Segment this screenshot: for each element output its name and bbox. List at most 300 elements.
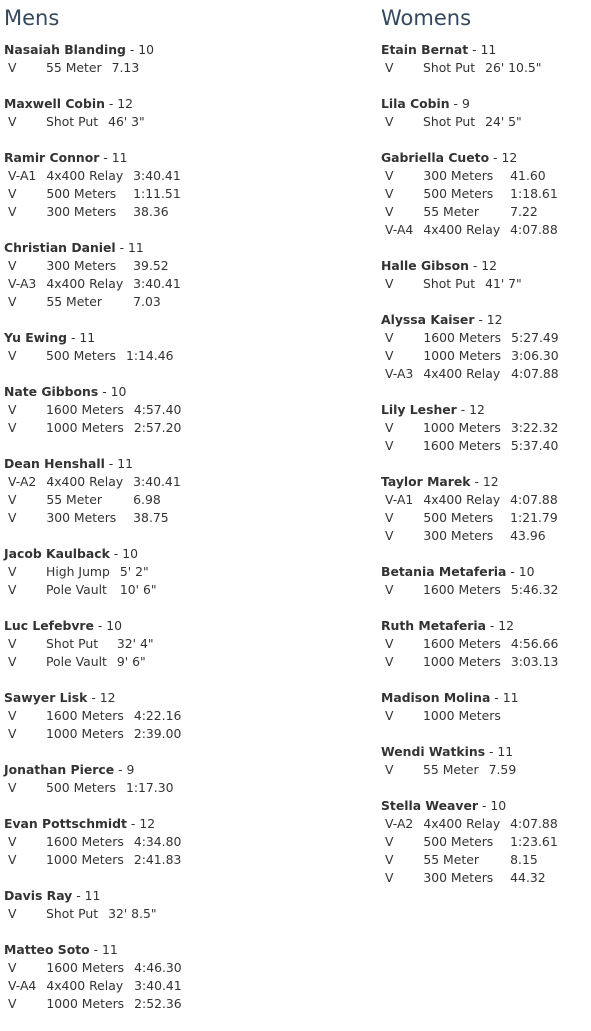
event-level: V <box>385 348 394 363</box>
event-mark: 2:39.00 <box>133 726 182 741</box>
event-mark: 32' 8.5" <box>108 906 157 921</box>
athlete-entry <box>381 257 589 293</box>
athlete-entry <box>4 941 374 1013</box>
athlete-entry <box>4 815 374 869</box>
womens-athlete-list <box>381 41 589 887</box>
event-row <box>4 203 186 221</box>
athlete-grade: - 10 <box>478 798 507 813</box>
event-row <box>4 509 186 527</box>
event-table <box>381 635 563 671</box>
athlete-entry <box>381 689 589 725</box>
event-row <box>381 275 527 293</box>
event-level: V <box>8 726 17 741</box>
event-row <box>4 491 186 509</box>
event-table <box>381 419 563 455</box>
event-row <box>381 491 563 509</box>
event-mark: 2:52.36 <box>134 996 182 1011</box>
event-mark: 10' 6" <box>119 582 157 597</box>
event-level: V <box>8 60 17 75</box>
event-row <box>381 221 563 239</box>
event-mark: 3:40.41 <box>133 276 181 291</box>
event-mark: 1:17.30 <box>125 780 174 795</box>
event-row <box>4 635 159 653</box>
event-level: V <box>385 870 394 885</box>
athlete-grade: - 12 <box>104 96 134 111</box>
event-level: V <box>385 438 394 453</box>
event-mark: 44.32 <box>510 870 546 885</box>
event-level: V <box>385 636 394 651</box>
event-mark: 1:14.46 <box>125 348 174 363</box>
athlete-grade: - 12 <box>485 618 515 633</box>
event-name: 300 Meters <box>46 258 117 273</box>
event-table <box>381 707 516 725</box>
event-level: V <box>385 186 394 201</box>
athlete-header <box>4 815 374 833</box>
athlete-name: Matteo Soto <box>4 942 90 957</box>
event-mark: 24' 5" <box>485 114 522 129</box>
event-name: 1600 Meters <box>46 402 124 417</box>
event-level: V <box>385 204 394 219</box>
event-level: V <box>385 582 394 597</box>
event-name: 1600 Meters <box>46 834 124 849</box>
event-mark: 3:03.13 <box>510 654 559 669</box>
athlete-header <box>4 329 374 347</box>
event-row <box>381 203 563 221</box>
event-name: 500 Meters <box>423 186 494 201</box>
event-name: High Jump <box>46 564 110 579</box>
event-table <box>381 275 527 293</box>
athlete-entry <box>381 563 589 599</box>
event-mark: 4:07.88 <box>510 222 558 237</box>
event-table <box>4 635 159 671</box>
event-row <box>4 959 187 977</box>
event-level: V <box>8 186 17 201</box>
event-name: 1600 Meters <box>423 330 502 345</box>
event-level: V <box>385 852 394 867</box>
event-mark: 32' 4" <box>116 636 154 651</box>
athlete-grade: - 12 <box>468 258 498 273</box>
athlete-header <box>381 797 589 815</box>
athlete-name: Gabriella Cueto <box>381 150 490 165</box>
event-level: V <box>385 654 394 669</box>
athlete-header <box>4 941 374 959</box>
athlete-entry <box>4 149 374 221</box>
athlete-grade: - 12 <box>87 690 116 705</box>
athlete-entry <box>381 743 589 779</box>
event-level: V <box>385 834 394 849</box>
event-row <box>4 275 186 293</box>
event-level: V-A1 <box>8 168 37 183</box>
event-row <box>4 419 186 437</box>
event-mark <box>506 707 516 725</box>
event-mark: 3:22.32 <box>510 420 559 435</box>
mens-athlete-list <box>4 41 374 1013</box>
athlete-entry <box>4 455 374 527</box>
event-mark: 8.15 <box>510 852 538 867</box>
event-mark: 3:40.41 <box>133 474 181 489</box>
athlete-grade: - 12 <box>456 402 485 417</box>
event-row <box>4 59 144 77</box>
event-mark: 7.03 <box>133 294 161 309</box>
event-row <box>4 563 162 581</box>
event-mark: 4:07.88 <box>511 366 559 381</box>
event-level: V <box>8 348 17 363</box>
event-mark: 1:23.61 <box>510 834 558 849</box>
event-mark: 38.36 <box>133 204 169 219</box>
event-name: 500 Meters <box>423 510 494 525</box>
event-level: V <box>385 708 394 723</box>
event-table <box>381 329 564 383</box>
athlete-entry <box>381 617 589 671</box>
event-mark: 4:57.40 <box>133 402 182 417</box>
athlete-name: Stella Weaver <box>381 798 479 813</box>
athlete-entry <box>4 41 374 77</box>
event-name: 4x400 Relay <box>46 276 124 291</box>
event-level: V <box>385 528 394 543</box>
athlete-header <box>381 311 589 329</box>
event-row <box>381 761 521 779</box>
event-row <box>4 185 186 203</box>
event-level: V <box>8 402 17 417</box>
athlete-grade: - 11 <box>99 150 128 165</box>
athlete-name: Sawyer Lisk <box>4 690 88 705</box>
event-name: Shot Put <box>423 60 476 75</box>
event-level: V <box>8 834 17 849</box>
event-level: V <box>8 492 17 507</box>
event-mark: 38.75 <box>133 510 169 525</box>
event-mark: 4:46.30 <box>134 960 182 975</box>
event-name: 4x400 Relay <box>423 222 501 237</box>
event-table <box>4 779 178 797</box>
athlete-grade: - 12 <box>126 816 156 831</box>
event-name: 4x400 Relay <box>423 492 501 507</box>
event-level: V <box>8 906 17 921</box>
event-name: 1000 Meters <box>423 654 501 669</box>
athlete-header <box>4 545 374 563</box>
event-level: V <box>8 582 17 597</box>
athlete-grade: - 10 <box>98 384 127 399</box>
event-mark: 7.22 <box>510 204 538 219</box>
womens-title: Womens <box>381 6 472 30</box>
event-row <box>381 347 564 365</box>
event-mark: 1:11.51 <box>133 186 181 201</box>
athlete-entry <box>381 311 589 383</box>
event-level: V <box>385 276 394 291</box>
athlete-grade: - 10 <box>93 618 123 633</box>
athlete-grade: - 11 <box>72 888 101 903</box>
athlete-name: Evan Pottschmidt <box>4 816 127 831</box>
event-name: 300 Meters <box>423 528 494 543</box>
event-level: V <box>8 708 17 723</box>
event-mark: 5:27.49 <box>511 330 559 345</box>
athlete-name: Dean Henshall <box>4 456 105 471</box>
event-name: 55 Meter <box>46 492 102 507</box>
event-mark: 4:07.88 <box>510 816 558 831</box>
event-name: 55 Meter <box>423 762 479 777</box>
athlete-header <box>4 239 374 257</box>
event-row <box>4 995 187 1013</box>
athlete-entry <box>4 95 374 131</box>
event-level: V <box>8 960 17 975</box>
event-name: Shot Put <box>46 114 99 129</box>
athlete-grade: - 12 <box>474 312 503 327</box>
athlete-header <box>381 149 589 167</box>
athlete-entry <box>4 545 374 599</box>
mens-column <box>4 5 374 1031</box>
event-table <box>4 401 186 437</box>
athlete-grade: - 10 <box>125 42 155 57</box>
womens-column <box>381 5 589 905</box>
event-table <box>4 905 162 923</box>
athlete-header <box>4 887 374 905</box>
event-row <box>4 725 186 743</box>
event-row <box>381 113 527 131</box>
event-row <box>4 779 178 797</box>
athlete-name: Jacob Kaulback <box>4 546 110 561</box>
athlete-entry <box>381 41 589 77</box>
event-mark: 4:07.88 <box>510 492 558 507</box>
event-mark: 3:06.30 <box>511 348 559 363</box>
event-level: V <box>8 204 17 219</box>
event-mark: 39.52 <box>133 258 169 273</box>
athlete-header <box>381 563 589 581</box>
event-mark: 2:57.20 <box>133 420 182 435</box>
athlete-grade: - 10 <box>109 546 138 561</box>
event-row <box>4 401 186 419</box>
event-table <box>381 491 563 545</box>
athlete-grade: - 9 <box>114 762 135 777</box>
event-row <box>4 257 186 275</box>
event-level: V <box>8 294 17 309</box>
event-name: 1000 Meters <box>423 348 502 363</box>
athlete-header <box>381 257 589 275</box>
athlete-name: Lila Cobin <box>381 96 450 111</box>
event-mark: 4:22.16 <box>133 708 182 723</box>
event-level: V <box>385 510 394 525</box>
event-level: V <box>385 762 394 777</box>
athlete-header <box>381 41 589 59</box>
event-name: 300 Meters <box>423 168 494 183</box>
athlete-grade: - 11 <box>104 456 133 471</box>
event-name: 1000 Meters <box>46 726 124 741</box>
event-name: 1600 Meters <box>423 438 501 453</box>
event-table <box>4 707 186 743</box>
event-level: V-A3 <box>8 276 37 291</box>
event-row <box>4 113 150 131</box>
event-level: V <box>385 168 394 183</box>
athlete-name: Wendi Watkins <box>381 744 486 759</box>
event-row <box>4 167 186 185</box>
event-level: V <box>8 636 17 651</box>
event-row <box>4 473 186 491</box>
event-row <box>4 347 178 365</box>
athlete-grade: - 9 <box>449 96 470 111</box>
event-level: V <box>8 258 17 273</box>
event-level: V-A4 <box>8 978 37 993</box>
athlete-entry <box>4 383 374 437</box>
event-name: 4x400 Relay <box>46 474 124 489</box>
event-name: 4x400 Relay <box>46 168 124 183</box>
event-row <box>381 851 563 869</box>
event-mark: 41.60 <box>510 168 546 183</box>
event-name: 300 Meters <box>46 204 117 219</box>
event-row <box>381 329 564 347</box>
event-name: Pole Vault <box>46 582 107 597</box>
athlete-name: Lily Lesher <box>381 402 457 417</box>
event-table <box>4 833 186 869</box>
event-level: V <box>385 60 394 75</box>
event-mark: 9' 6" <box>116 654 146 669</box>
event-table <box>4 347 178 365</box>
event-mark: 3:40.41 <box>134 978 182 993</box>
event-level: V <box>8 654 17 669</box>
event-name: 1000 Meters <box>46 420 124 435</box>
event-level: V-A3 <box>385 366 414 381</box>
event-table <box>381 59 546 77</box>
athlete-name: Nasaiah Blanding <box>4 42 126 57</box>
event-mark: 1:18.61 <box>510 186 558 201</box>
event-mark: 3:40.41 <box>133 168 181 183</box>
event-mark: 5:37.40 <box>510 438 559 453</box>
athlete-header <box>4 383 374 401</box>
athlete-name: Jonathan Pierce <box>4 762 115 777</box>
athlete-grade: - 11 <box>468 42 497 57</box>
event-row <box>381 635 563 653</box>
mens-title: Mens <box>4 6 60 30</box>
athlete-name: Christian Daniel <box>4 240 116 255</box>
athlete-name: Alyssa Kaiser <box>381 312 475 327</box>
event-name: Pole Vault <box>46 654 107 669</box>
event-mark: 26' 10.5" <box>485 60 542 75</box>
event-name: 1000 Meters <box>423 420 501 435</box>
event-row <box>4 905 162 923</box>
athlete-header <box>381 401 589 419</box>
event-mark: 2:41.83 <box>133 852 182 867</box>
event-row <box>4 653 159 671</box>
event-row <box>381 509 563 527</box>
event-level: V <box>8 564 17 579</box>
event-mark: 6.98 <box>133 492 161 507</box>
event-row <box>381 653 563 671</box>
athlete-header <box>381 689 589 707</box>
event-row <box>4 851 186 869</box>
athlete-entry <box>4 761 374 797</box>
event-level: V <box>8 420 17 435</box>
athlete-name: Nate Gibbons <box>4 384 99 399</box>
event-name: Shot Put <box>46 906 99 921</box>
event-row <box>4 707 186 725</box>
athlete-header <box>4 149 374 167</box>
athlete-name: Ramir Connor <box>4 150 100 165</box>
event-table <box>4 59 144 77</box>
athlete-entry <box>381 473 589 545</box>
event-mark: 7.59 <box>488 762 517 777</box>
event-name: 4x400 Relay <box>423 816 501 831</box>
event-row <box>4 977 187 995</box>
event-level: V <box>385 114 394 129</box>
event-name: 500 Meters <box>423 834 494 849</box>
event-level: V-A2 <box>8 474 37 489</box>
event-table <box>4 563 162 599</box>
event-mark: 4:34.80 <box>133 834 182 849</box>
athlete-header <box>4 455 374 473</box>
event-level: V <box>8 114 17 129</box>
athlete-grade: - 11 <box>67 330 96 345</box>
athlete-name: Etain Bernat <box>381 42 469 57</box>
athlete-entry <box>4 887 374 923</box>
athlete-header <box>4 761 374 779</box>
event-table <box>4 167 186 221</box>
athlete-grade: - 11 <box>89 942 118 957</box>
event-name: 1000 Meters <box>46 996 125 1011</box>
event-level: V <box>8 780 17 795</box>
athlete-grade: - 10 <box>506 564 535 579</box>
athlete-entry <box>381 797 589 887</box>
event-table <box>381 761 521 779</box>
event-name: 300 Meters <box>423 870 494 885</box>
event-level: V-A4 <box>385 222 414 237</box>
event-level: V <box>385 420 394 435</box>
athlete-entry <box>4 329 374 365</box>
event-mark: 46' 3" <box>108 114 145 129</box>
event-name: 1600 Meters <box>423 582 501 597</box>
event-table <box>4 959 187 1013</box>
event-name: 55 Meter <box>423 204 479 219</box>
event-level: V-A2 <box>385 816 414 831</box>
event-table <box>381 167 563 239</box>
event-row <box>381 167 563 185</box>
athlete-header <box>4 617 374 635</box>
athlete-name: Halle Gibson <box>381 258 469 273</box>
athlete-grade: - 12 <box>489 150 518 165</box>
event-name: 500 Meters <box>46 780 116 795</box>
event-mark: 5:46.32 <box>510 582 559 597</box>
athlete-entry <box>4 689 374 743</box>
event-name: Shot Put <box>423 114 476 129</box>
athlete-entry <box>381 149 589 239</box>
event-name: 55 Meter <box>46 294 102 309</box>
athlete-name: Betania Metaferia <box>381 564 507 579</box>
event-row <box>4 581 162 599</box>
event-table <box>381 113 527 131</box>
event-row <box>381 581 563 599</box>
event-name: 4x400 Relay <box>423 366 501 381</box>
event-table <box>4 473 186 527</box>
event-table <box>381 815 563 887</box>
event-mark: 7.13 <box>111 60 140 75</box>
athlete-name: Maxwell Cobin <box>4 96 105 111</box>
athlete-header <box>381 617 589 635</box>
event-level: V <box>8 996 17 1011</box>
event-row <box>381 59 546 77</box>
event-row <box>4 293 186 311</box>
event-table <box>4 257 186 311</box>
event-table <box>4 113 150 131</box>
athlete-name: Ruth Metaferia <box>381 618 486 633</box>
event-name: 1000 Meters <box>46 852 124 867</box>
event-name: 4x400 Relay <box>46 978 124 993</box>
event-name: 300 Meters <box>46 510 117 525</box>
athlete-header <box>4 689 374 707</box>
event-row <box>381 527 563 545</box>
event-row <box>381 419 563 437</box>
athlete-entry <box>381 401 589 455</box>
event-row <box>381 185 563 203</box>
athlete-entry <box>381 95 589 131</box>
athlete-header <box>4 95 374 113</box>
event-name: 55 Meter <box>46 60 102 75</box>
athlete-grade: - 11 <box>485 744 514 759</box>
